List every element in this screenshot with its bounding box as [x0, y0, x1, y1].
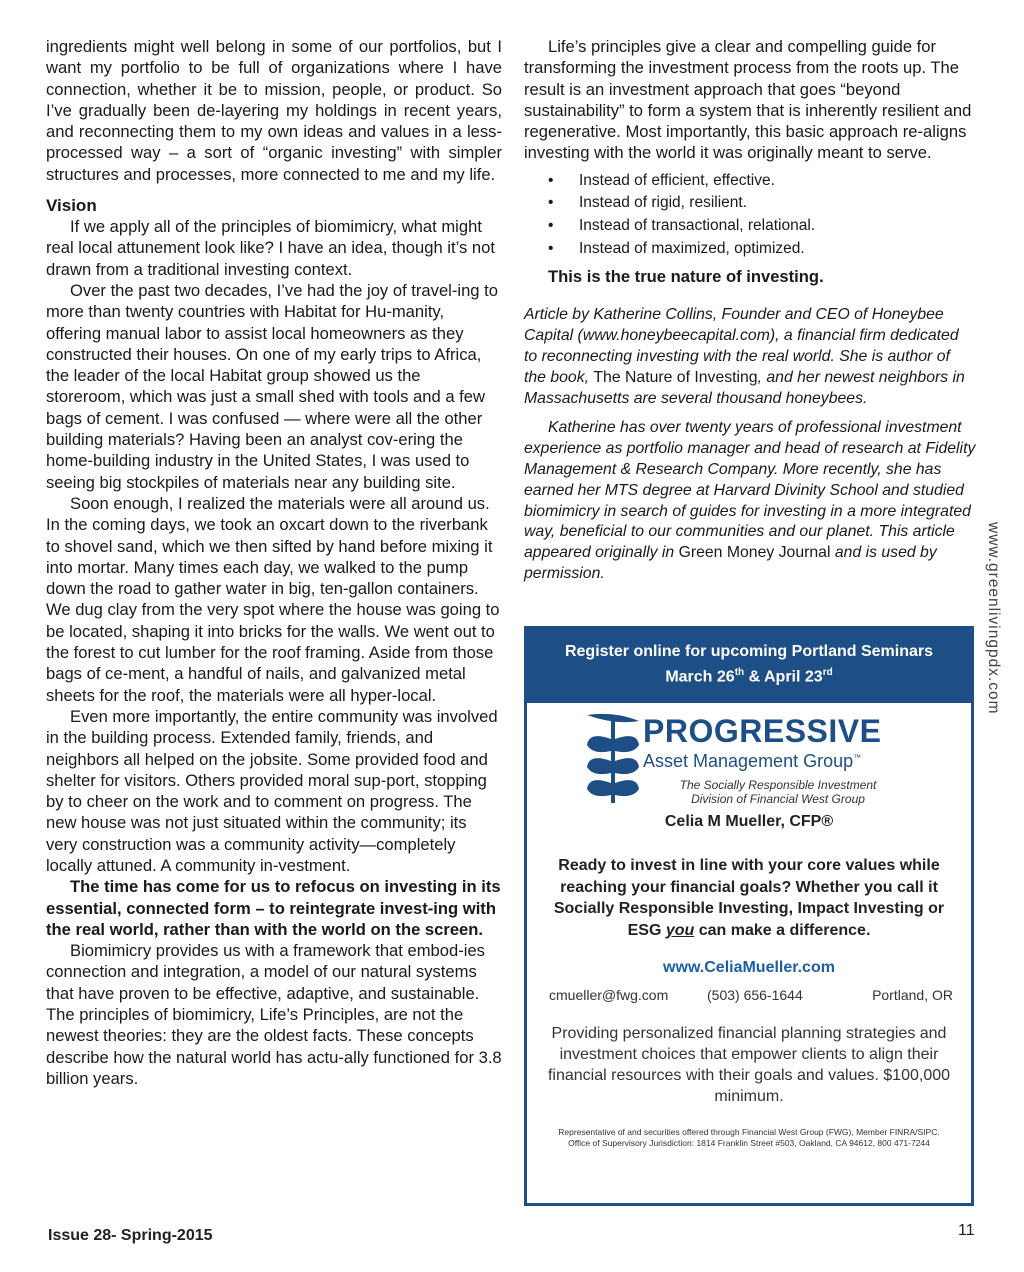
paragraph-materials: Soon enough, I realized the materials were all around us. In the coming days, we took an oxcart down to the riverbank to shovel sand, which we then sifted by hand before mixing it into mortar. Many times each day, we walked to the pump down the road to gather water in big, ten-gallon containers. We dug clay from the very spot where the house was going to be located, shaping it into bricks for the walls. We went out to the forest to cut lumber for the roof framing. Aside from those bags of ce-ment, a handful of nails, and galvanized metal sheets for the roof, the materials were all hyper-local.	[46, 493, 500, 705]
company-logo	[527, 703, 971, 811]
ad-legal-disclaimer: Representative of and securities offered through Financial West Group (FWG), Member FINRA/SIPC. Office of Supervisory Jurisdiction: 1814 Franklin Street #503, Oakland, CA 94612, 800 471-7244	[558, 1127, 940, 1149]
logo-subtitle	[643, 751, 861, 772]
wheat-logo-icon	[585, 711, 641, 807]
logo-subtitle-text: Asset Management Group	[643, 751, 854, 772]
list-item: • Instead of efficient, effective.	[524, 170, 976, 193]
date-suffix: th	[734, 667, 745, 678]
contact-row	[527, 987, 971, 1009]
date-suffix: rd	[822, 667, 833, 678]
ad-header-dates	[533, 662, 965, 687]
paragraph-habitat: Over the past two decades, I’ve had the joy of travel-ing to more than twenty countries with Habitat for Hu-manity, offering manual labor to assist local homeowners as they constructed their houses. On one of my early trips to Africa, the leader of the local Habitat group showed us the storeroom, which was just a small shed with tools and a few bags of cement. I was confused — where were all the other building materials? Having been an analyst cov-ering the home-building industry in the United States, I was used to seeing big stockpiles of materials near any building site.	[46, 280, 498, 492]
ad-pitch	[539, 855, 959, 941]
author-credit	[524, 305, 976, 409]
book-title: The Nature of Investing	[593, 368, 758, 386]
paragraph-vision: If we apply all of the principles of biomimicry, what might real local attunement look like? I have an idea, though it’s not drawn from a traditional investing context.	[46, 217, 495, 279]
author-bio	[524, 418, 976, 584]
paragraph-community: Even more importantly, the entire community was involved in the building process. Extended family, friends, and neighbors all helped on the jobsite. Some provided food and shelter for visitors. Others provided moral sup-port, stopping by to cheer on the work and to comment on progress. The new house was not just situated within the community; its very construction was a community activity—completely locally attuned. A community in-vestment.	[46, 706, 498, 875]
journal-title: Green Money Journal	[678, 544, 831, 562]
principles-list	[524, 170, 976, 260]
logo-tagline: The Socially Responsible Investment	[679, 778, 877, 793]
advisor-website-link[interactable]: www.CeliaMueller.com	[663, 959, 835, 977]
logo-wordmark: PROGRESSIVE	[643, 713, 882, 750]
paragraph-intro: ingredients might well belong in some of our portfolios, but I want my portfolio to be full of organizations where I have connection, whether it be to mission, people, or product. So I’ve gradually been de-layering my holdings in recent years, and reconnecting them to my own ideas and values in a less-processed way – a sort of “organic investing” with simpler structures and processes, more connected to me and my life.	[46, 37, 502, 184]
true-nature-statement: This is the true nature of investing.	[548, 267, 824, 287]
email-link[interactable]: cmueller@fwg.com	[549, 987, 669, 1004]
pitch-text-b: can make a difference.	[694, 921, 871, 939]
logo-tagline: Division of Financial West Group	[691, 792, 865, 807]
trademark-mark: ™	[853, 753, 862, 763]
footer-issue: Issue 28- Spring-2015	[48, 1227, 213, 1244]
ad-header	[527, 629, 971, 703]
page-number: 11	[958, 1222, 975, 1239]
right-column	[524, 36, 976, 585]
list-item: • Instead of transactional, relational.	[524, 215, 976, 238]
location: Portland, OR	[872, 987, 953, 1004]
bio-text-a: Katherine has over twenty years of professional investment experience as portfolio manager and head of research at Fidelity Management & Research Company. More recently, she has earned her MTS degree at Harvard Divinity School and studied biomimicry in search of guides for investing in a more integrated way, beneficial to our communities and our planet. This article appeared originally in	[524, 419, 976, 562]
list-item: • Instead of maximized, optimized.	[524, 238, 976, 261]
paragraph-principles: Life’s principles give a clear and compelling guide for transforming the investment process from the roots up. The result is an investment approach that goes “beyond sustainability” to form a system that is inherently resilient and regenerative. Most importantly, this basic approach re-aligns investing with the world it was originally meant to serve.	[524, 37, 972, 163]
date-april: & April 23	[744, 668, 823, 686]
date-march: March 26	[665, 668, 735, 686]
heading-vision: Vision	[46, 196, 97, 216]
left-column	[46, 36, 502, 1089]
side-website-url: www.greenlivingpdx.com	[985, 522, 1002, 715]
advisor-name: Celia M Mueller, CFP®	[664, 813, 834, 831]
list-item: • Instead of rigid, resilient.	[524, 192, 976, 215]
pitch-emphasis: you	[665, 921, 695, 939]
paragraph-biomimicry: Biomimicry provides us with a framework that embod-ies connection and integration, a model of our natural systems that have proven to be effective, adaptive, and sustainable. The principles of biomimicry, Life’s Principles, are not the newest theories: they are the oldest facts. These concepts describe how the natural world has actu-ally functioned for 3.8 billion years.	[46, 941, 502, 1088]
ad-description: Providing personalized financial planning strategies and investment choices that empower clients to align their financial resources with their goals and values. $100,000 minimum.	[547, 1025, 951, 1106]
phone-number: (503) 656-1644	[707, 987, 803, 1004]
credit-text-a: Article by Katherine Collins, Founder and CEO of Honeybee Capital (www.honeybeecapital.com), a financial firm dedicated to reconnecting investing with the real world. She is author of the book,	[524, 306, 959, 386]
ad-header-title: Register online for upcoming Portland Seminars	[564, 643, 934, 660]
advertisement	[524, 626, 974, 1206]
bio-text-b: and is used by permission.	[524, 544, 937, 583]
pitch-text-a: Ready to invest in line with your core values while reaching your financial goals? Whether you call it Socially Responsible Investing, Impact Investing or ESG	[553, 857, 945, 939]
credit-text-b: , and her newest neighbors in Massachusetts are several thousand honeybees.	[524, 368, 965, 407]
paragraph-bold-callout: The time has come for us to refocus on investing in its essential, connected form – to reintegrate invest-ing with the real world, rather than with the world on the screen.	[46, 877, 501, 939]
